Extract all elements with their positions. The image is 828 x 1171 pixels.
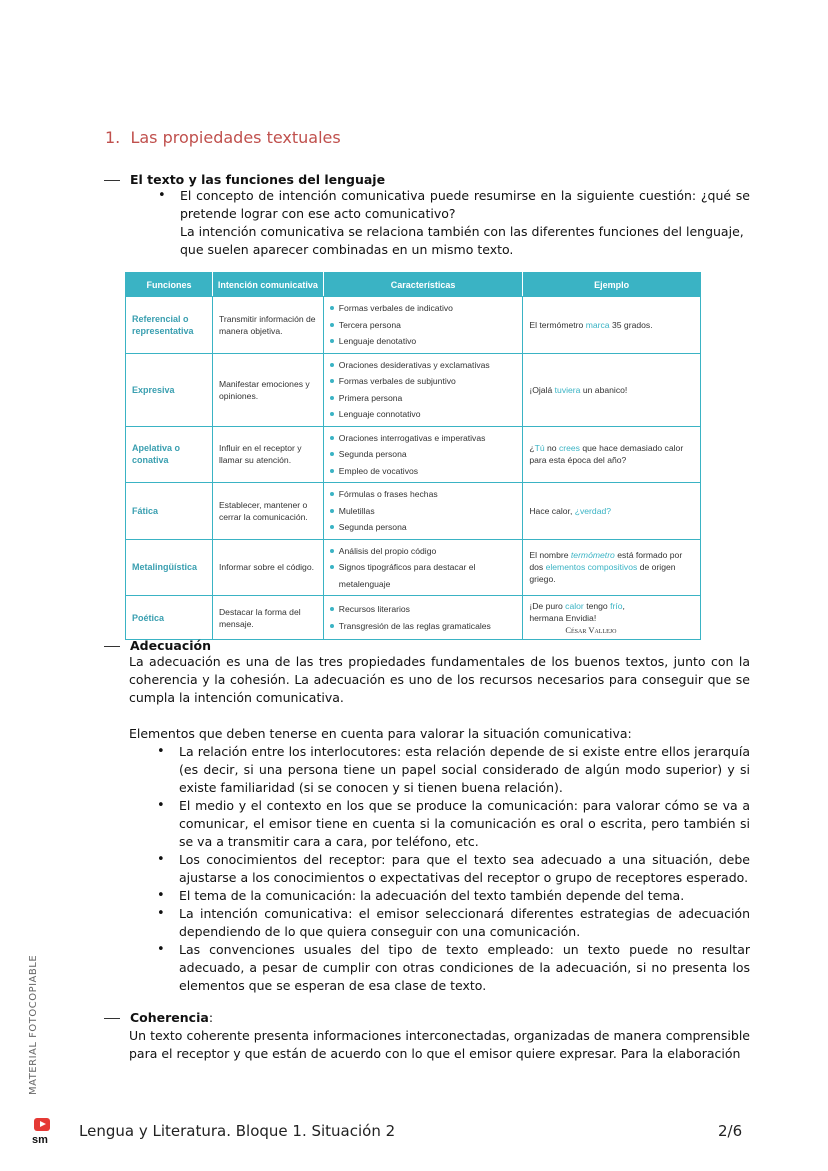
section-title-text: Las propiedades textuales [130, 128, 341, 147]
table-header: Intención comunicativa [212, 273, 323, 297]
caracteristicas-cell: Formas verbales de indicativo Tercera persona Lenguaje denotativo [323, 297, 523, 354]
adecuacion-list [153, 743, 750, 995]
sm-logo-icon [34, 1118, 50, 1131]
table-header: Funciones [126, 273, 213, 297]
side-label: MATERIAL FOTOCOPIABLE [28, 954, 39, 1095]
caracteristicas-cell: Análisis del propio código Signos tipográficos para destacar el metalenguaje [323, 539, 523, 596]
adecuacion-p2: Elementos que deben tenerse en cuenta para valorar la situación comunicativa: [129, 726, 632, 741]
list-item: • La intención comunicativa: el emisor seleccionará diferentes estrategias de adecuación dependiendo de lo que quiera conseguir con una comunicación. [153, 905, 750, 941]
table-row [126, 596, 701, 640]
funciones-table [125, 272, 701, 640]
funcion-cell: Referencial o representativa [126, 297, 213, 354]
adecuacion-p1: La adecuación es una de las tres propiedades fundamentales de los buenos textos, junto con la coherencia y la cohesión. La adecuación es uno de los recursos necesarios para conseguir que se cumpla la intención comunicativa. [129, 654, 750, 705]
intencion-cell: Establecer, mantener o cerrar la comunicación. [212, 483, 323, 540]
sm-logo-text: sm [32, 1134, 48, 1146]
ejemplo-cell: El termómetro marca 35 grados. [523, 297, 701, 354]
table-row [126, 426, 701, 483]
funcion-cell: Poética [126, 596, 213, 640]
ejemplo-cell: El nombre termómetro está formado por dos elementos compositivos de origen griego. [523, 539, 701, 596]
table-row [126, 297, 701, 354]
intencion-cell: Destacar la forma del mensaje. [212, 596, 323, 640]
adecuacion-block [104, 638, 750, 995]
texto-funciones-follow: La intención comunicativa se relaciona también con las diferentes funciones del lenguaje, que suelen aparecer combinadas en un mismo texto. [180, 224, 744, 257]
table-row [126, 539, 701, 596]
list-item: • El medio y el contexto en los que se produce la comunicación: para valorar cómo se va a comunicar, el emisor tiene en cuenta si la comunicación es oral o escrita, pero también si se va a transmitir cara a cara, por teléfono, etc. [153, 797, 750, 851]
intencion-cell: Transmitir información de manera objetiva. [212, 297, 323, 354]
list-item: • La relación entre los interlocutores: esta relación depende de si existe entre ellos jerarquía (es decir, si una persona tiene un papel social considerado de algún modo superior) y si existe familiaridad (si se conocen y si tienen buena relación). [153, 743, 750, 797]
funcion-cell: Expresiva [126, 353, 213, 426]
funcion-cell: Fática [126, 483, 213, 540]
funcion-cell: Apelativa o conativa [126, 426, 213, 483]
list-item: • El tema de la comunicación: la adecuación del texto también depende del tema. [153, 887, 750, 905]
intencion-cell: Influir en el receptor y llamar su atención. [212, 426, 323, 483]
table-header-row [126, 273, 701, 297]
caracteristicas-cell: Fórmulas o frases hechas Muletillas Segunda persona [323, 483, 523, 540]
footer-title: Lengua y Literatura. Bloque 1. Situación 2 [79, 1122, 396, 1140]
ejemplo-cell: Hace calor, ¿verdad? [523, 483, 701, 540]
ejemplo-cell: ¡Ojalá tuviera un abanico! [523, 353, 701, 426]
intencion-cell: Manifestar emociones y opiniones. [212, 353, 323, 426]
coherencia-block [104, 1009, 750, 1063]
ejemplo-cell: ¡De puro calor tengo frío, hermana Envidia! César Vallejo [523, 596, 701, 640]
texto-funciones-block [104, 172, 750, 259]
poem-author: César Vallejo [565, 624, 617, 635]
caracteristicas-cell: Oraciones desiderativas y exclamativas Formas verbales de subjuntivo Primera persona Lenguaje connotativo [323, 353, 523, 426]
section-title [105, 128, 341, 147]
caracteristicas-cell: Oraciones interrogativas e imperativas Segunda persona Empleo de vocativos [323, 426, 523, 483]
table-header: Características [323, 273, 523, 297]
ejemplo-cell: ¿Tú no crees que hace demasiado calor para esta época del año? [523, 426, 701, 483]
funcion-cell: Metalingüística [126, 539, 213, 596]
caracteristicas-cell: Recursos literarios Transgresión de las reglas gramaticales [323, 596, 523, 640]
table-header: Ejemplo [523, 273, 701, 297]
texto-funciones-heading: El texto y las funciones del lenguaje [104, 172, 750, 187]
coherencia-p1: Un texto coherente presenta informaciones interconectadas, organizadas de manera comprensible para el receptor y que están de acuerdo con lo que el emisor quiere expresar. Para la elaboración [129, 1028, 750, 1061]
page-number: 2/6 [718, 1122, 743, 1140]
section-number: 1. [105, 128, 121, 147]
adecuacion-heading: Adecuación [104, 638, 750, 653]
table-row [126, 353, 701, 426]
texto-funciones-bullet: • El concepto de intención comunicativa puede resumirse en la siguiente cuestión: ¿qué se pretende lograr con ese acto comunicativo? [154, 187, 750, 223]
table-row [126, 483, 701, 540]
list-item: • Los conocimientos del receptor: para que el texto sea adecuado a una situación, debe ajustarse a los conocimientos o expectativas del receptor o grupo de receptores esperado. [153, 851, 750, 887]
coherencia-heading: Coherencia: [104, 1009, 750, 1027]
list-item: • Las convenciones usuales del tipo de texto empleado: un texto puede no resultar adecuado, a pesar de cumplir con otras condiciones de la adecuación, si no presenta los elementos que se esperan de esa clase de texto. [153, 941, 750, 995]
intencion-cell: Informar sobre el código. [212, 539, 323, 596]
